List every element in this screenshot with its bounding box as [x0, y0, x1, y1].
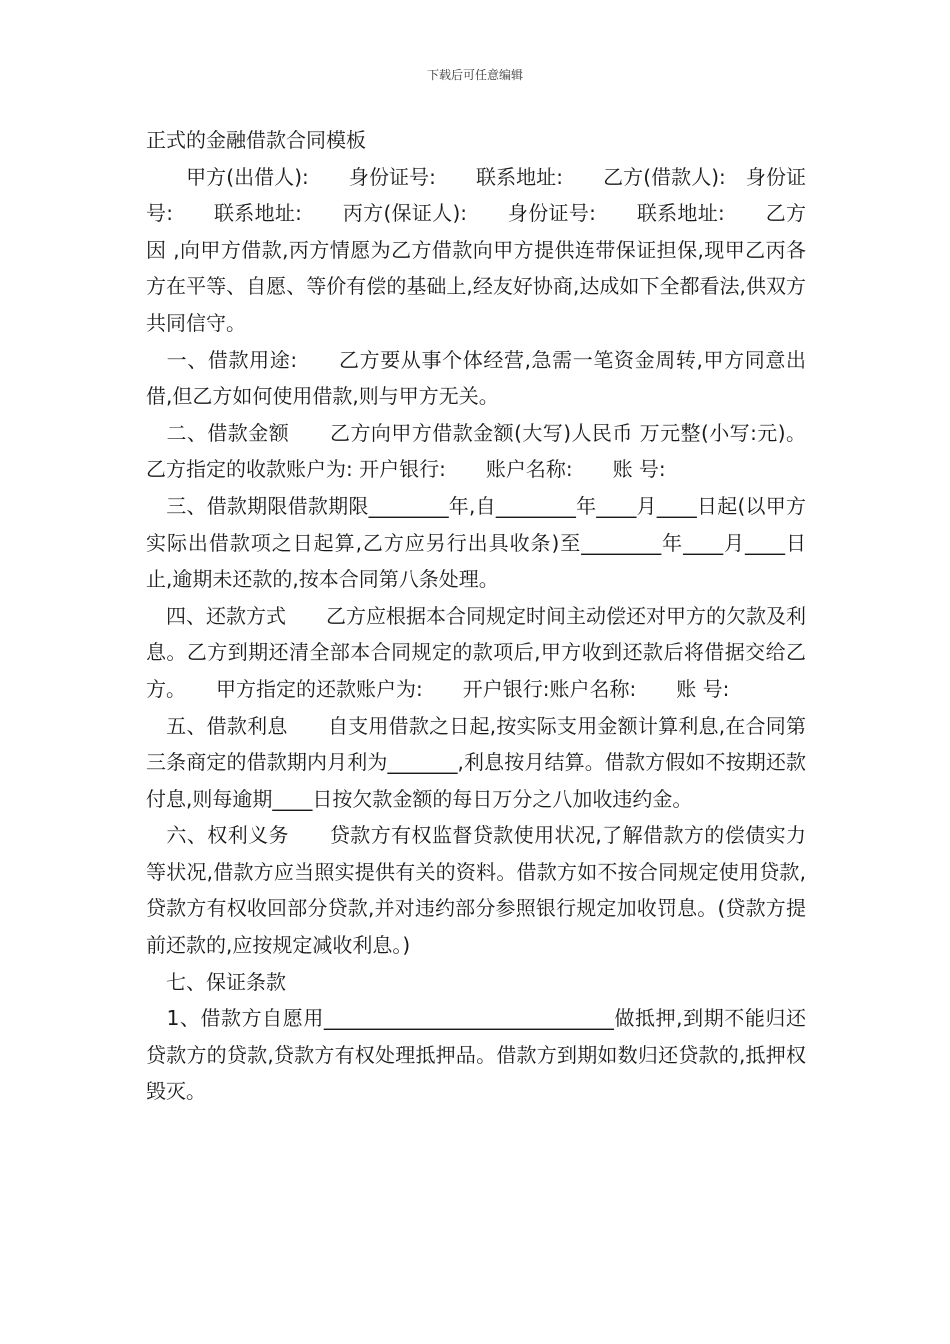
- paragraph-clause-6-rights: 六、权利义务 贷款方有权监督贷款使用状况,了解借款方的偿债实力等状况,借款方应当照实提供有关的资料。借款方如不按合同规定使用贷款,贷款方有权收回部分贷款,并对违约部分参照银行规定加收罚息。(贷款方提前还款的,应按规定减收利息。): [146, 823, 806, 958]
- paragraph-clause-7-guarantee: 七、保证条款: [146, 969, 286, 994]
- paragraph-clause-5-interest: 五、借款利息 自支用借款之日起,按实际支用金额计算利息,在合同第三条商定的借款期内月利为_______,利息按月结算。借款方假如不按期还款付息,则每逾期____日按欠款金额的每日万分之八加收违约金。: [146, 713, 806, 811]
- page-header-note: 下载后可任意编辑: [426, 68, 523, 82]
- paragraph-clause-3-term: 三、借款期限借款期限________年,自________年____月____日起(以甲方实际出借款项之日起算,乙方应另行出具收条)至________年____月____日止,逾期未还款的,按本合同第八条处理。: [146, 493, 806, 592]
- paragraph-clause-2-amount: 二、借款金额 乙方向甲方借款金额(大写)人民币 万元整(小写:元)。乙方指定的收款账户为: 开户银行: 账户名称: 账 号:: [146, 420, 806, 482]
- document-body: [146, 122, 806, 1110]
- paragraph-clause-4-repayment: 四、还款方式 乙方应根据本合同规定时间主动偿还对甲方的欠款及利息。乙方到期还清全部本合同规定的款项后,甲方收到还款后将借据交给乙方。 甲方指定的还款账户为: 开户银行:账户名称: 账 号:: [146, 603, 806, 701]
- paragraph-clause-1-purpose: 一、借款用途: 乙方要从事个体经营,急需一笔资金周转,甲方同意出借,但乙方如何使用借款,则与甲方无关。: [146, 347, 806, 409]
- document-title: 正式的金融借款合同模板: [146, 128, 366, 152]
- paragraph-clause-7-1-collateral: 1、借款方自愿用_____________________________做抵押,到期不能归还贷款方的贷款,贷款方有权处理抵押品。借款方到期如数归还贷款的,抵押权毁灭。: [146, 1006, 806, 1104]
- paragraph-parties: 甲方(出借人): 身份证号: 联系地址: 乙方(借款人): 身份证号: 联系地址: 丙方(保证人): 身份证号: 联系地址: 乙方因 ,向甲方借款,丙方情愿为乙方借款向甲方提供连带保证担保,现甲乙丙各方在平等、自愿、等价有偿的基础上,经友好协商,达成如下全都看法,供双方共同信守。: [146, 164, 806, 335]
